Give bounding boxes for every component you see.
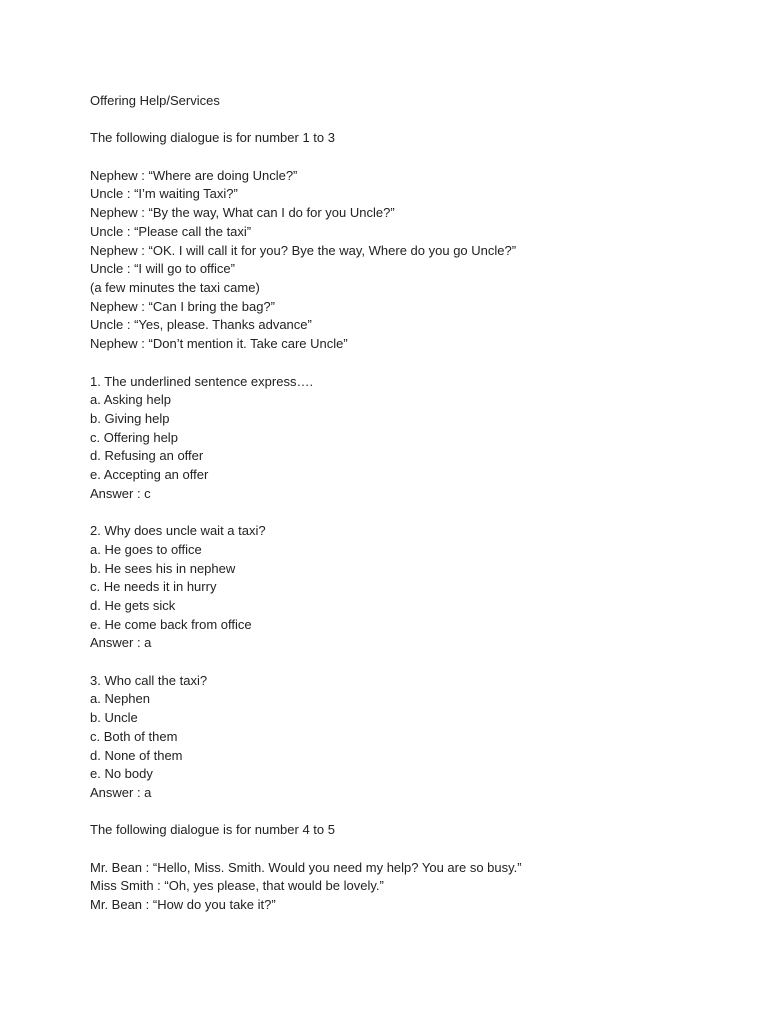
question-option: e. No body bbox=[90, 766, 153, 782]
document-title: Offering Help/Services bbox=[90, 93, 220, 108]
question-option: b. Giving help bbox=[90, 410, 170, 426]
question-answer: Answer : a bbox=[90, 635, 152, 651]
question-text: 1. The underlined sentence express…. bbox=[90, 373, 314, 389]
dialogue-line: Mr. Bean : “How do you take it?” bbox=[90, 897, 276, 913]
spacer bbox=[90, 840, 730, 859]
question-option: b. Uncle bbox=[90, 710, 138, 726]
dialogue-line: Mr. Bean : “Hello, Miss. Smith. Would you need my help? You are so busy.” bbox=[90, 859, 522, 875]
dialogue-line: Nephew : “Can I bring the bag?” bbox=[90, 298, 275, 314]
dialogue-intro-1: The following dialogue is for number 1 to 3 bbox=[90, 130, 335, 146]
dialogue-line: Uncle : “Please call the taxi” bbox=[90, 223, 252, 239]
question-text: 3. Who call the taxi? bbox=[90, 672, 208, 688]
dialogue-line: Uncle : “I will go to office” bbox=[90, 261, 235, 277]
spacer bbox=[90, 503, 730, 522]
question-option: b. He sees his in nephew bbox=[90, 560, 236, 576]
dialogue-2 bbox=[90, 859, 730, 915]
question-option: d. None of them bbox=[90, 747, 183, 763]
question-option: a. Asking help bbox=[90, 392, 171, 408]
question-1 bbox=[90, 373, 730, 504]
question-option: e. He come back from office bbox=[90, 616, 252, 632]
question-option: e. Accepting an offer bbox=[90, 467, 209, 483]
question-option: c. Offering help bbox=[90, 429, 178, 445]
dialogue-line: Nephew : “By the way, What can I do for you Uncle?” bbox=[90, 205, 395, 221]
spacer bbox=[90, 354, 730, 373]
dialogue-1 bbox=[90, 167, 730, 354]
dialogue-line: Miss Smith : “Oh, yes please, that would be lovely.” bbox=[90, 878, 384, 894]
dialogue-line: Uncle : “I’m waiting Taxi?” bbox=[90, 186, 238, 202]
dialogue-line: Nephew : “Don’t mention it. Take care Uncle” bbox=[90, 336, 348, 352]
dialogue-line: Nephew : “OK. I will call it for you? Bye the way, Where do you go Uncle?” bbox=[90, 242, 517, 258]
spacer bbox=[90, 803, 730, 822]
dialogue-line: (a few minutes the taxi came) bbox=[90, 280, 260, 295]
question-option: a. He goes to office bbox=[90, 541, 202, 557]
dialogue-intro-2: The following dialogue is for number 4 to 5 bbox=[90, 822, 335, 838]
question-option: a. Nephen bbox=[90, 691, 150, 707]
question-2 bbox=[90, 522, 730, 653]
question-answer: Answer : c bbox=[90, 485, 151, 501]
dialogue-line: Nephew : “Where are doing Uncle?” bbox=[90, 167, 298, 183]
question-option: c. Both of them bbox=[90, 728, 178, 744]
question-text: 2. Why does uncle wait a taxi? bbox=[90, 523, 266, 539]
question-option: c. He needs it in hurry bbox=[90, 579, 217, 595]
spacer bbox=[90, 653, 730, 672]
question-option: d. He gets sick bbox=[90, 597, 176, 613]
spacer bbox=[90, 111, 730, 130]
question-3 bbox=[90, 672, 730, 803]
dialogue-line: Uncle : “Yes, please. Thanks advance” bbox=[90, 317, 312, 333]
question-answer: Answer : a bbox=[90, 784, 152, 800]
question-option: d. Refusing an offer bbox=[90, 448, 204, 464]
document-page bbox=[90, 92, 730, 915]
spacer bbox=[90, 148, 730, 167]
